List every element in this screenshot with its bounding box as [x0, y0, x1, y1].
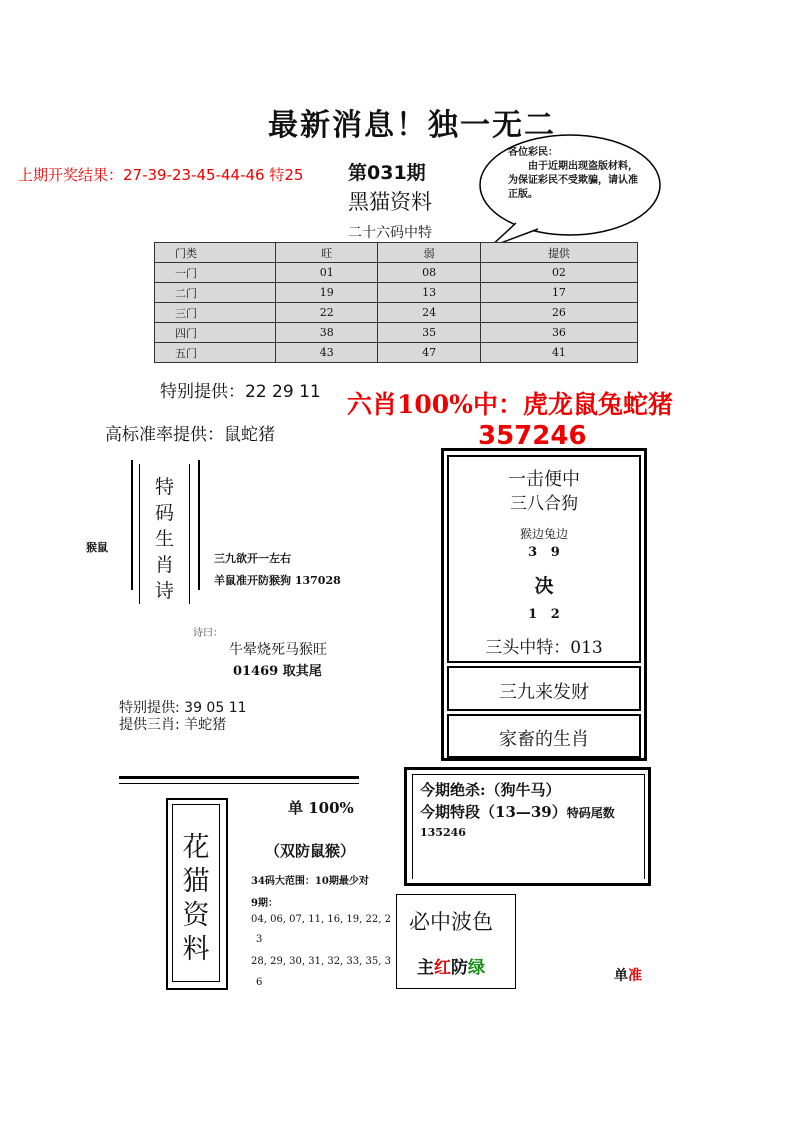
flower-column-title: 花 猫 资 料	[182, 832, 210, 965]
wave-main: 主	[417, 958, 434, 978]
table-row	[155, 303, 638, 323]
table-cell: 13	[378, 283, 480, 303]
hit-decide: 决	[534, 575, 554, 597]
three-heads: 三头中特：013	[485, 638, 603, 658]
last-draw-result: 上期开奖结果：27-39-23-45-44-46 特25	[18, 166, 304, 184]
kill-tail-label: 特码尾数	[566, 806, 615, 820]
table-cell: 41	[480, 343, 637, 363]
page-title: 最新消息！独一无二	[268, 108, 556, 143]
table-cell: 02	[480, 263, 637, 283]
three-zodiac-pick: 提供三肖: 羊蛇猪	[119, 717, 227, 733]
prediction-frame	[441, 448, 647, 761]
wave-guard: 防	[451, 958, 468, 978]
footer-single-char: 单	[614, 968, 628, 984]
footer-single	[614, 965, 642, 985]
table-cell: 一门	[155, 263, 276, 283]
table-header-row	[155, 243, 638, 263]
hit-numbers-1: 3 9	[528, 545, 560, 560]
range-text-2: 9期：	[251, 898, 278, 909]
range-numbers-2b: 6	[256, 977, 263, 988]
table-cell: 五门	[155, 343, 276, 363]
notice-greeting: 各位彩民：	[508, 147, 558, 158]
divider-rule	[119, 776, 359, 784]
hit-subtitle: 三八合狗	[510, 494, 578, 514]
table-cell: 二门	[155, 283, 276, 303]
flower-column-frame	[166, 798, 228, 990]
poem-column-frame	[131, 460, 200, 602]
special-offer-2: 特别提供: 39 05 11	[119, 700, 247, 716]
table-row	[155, 263, 638, 283]
door-table	[154, 242, 638, 363]
kill-segment: 今期特段（13—39）	[420, 803, 567, 821]
table-cell: 35	[378, 323, 480, 343]
table-cell: 36	[480, 323, 637, 343]
poem-cut-label: 诗曰：	[193, 628, 223, 639]
kill-line-1: 今期绝杀:（狗牛马）	[420, 781, 561, 799]
prediction-box-main	[447, 455, 641, 663]
range-numbers-1: 04, 06, 07, 11, 16, 19, 22, 2	[251, 914, 391, 925]
range-numbers-2: 28, 29, 30, 31, 32, 33, 35, 3	[251, 956, 391, 967]
fortune-text: 三九来发财	[499, 682, 589, 703]
six-zodiac-code: 357246	[478, 421, 587, 451]
hit-hint: 猴边兔边	[519, 527, 568, 541]
wave-red: 红	[434, 958, 451, 978]
single-percent: 单 100%	[288, 799, 354, 817]
poem-column-title: 特 码 生 肖 诗	[154, 476, 174, 602]
table-cell: 22	[276, 303, 378, 323]
poem-column-inner	[139, 464, 190, 604]
flower-column-inner	[172, 804, 220, 982]
table-header: 门类	[155, 243, 276, 263]
notice-text	[508, 146, 640, 202]
special-offer-1: 特别提供：22 29 11	[160, 382, 321, 402]
hit-numbers-2: 1 2	[528, 607, 560, 622]
table-cell: 三门	[155, 303, 276, 323]
table-cell: 四门	[155, 323, 276, 343]
table-cell: 43	[276, 343, 378, 363]
guard-pick: （双防鼠猴）	[265, 842, 356, 860]
table-header: 弱	[378, 243, 480, 263]
table-header: 提供	[480, 243, 637, 263]
poem-line-3: 牛晕烧死马猴旺	[229, 642, 327, 658]
side-label: 猴鼠	[86, 541, 108, 554]
sub-heading: 二十六码中特	[348, 225, 432, 241]
table-cell: 01	[276, 263, 378, 283]
high-standard-pick: 高标准率提供：鼠蛇猪	[105, 425, 275, 445]
source-name: 黑猫资料	[348, 190, 432, 214]
table-cell: 08	[378, 263, 480, 283]
table-cell: 19	[276, 283, 378, 303]
prediction-box-b	[447, 666, 641, 711]
table-cell: 24	[378, 303, 480, 323]
table-row	[155, 283, 638, 303]
kill-line-2	[420, 801, 615, 822]
poem-line-4: 01469 取其尾	[233, 664, 322, 679]
notice-body: 由于近期出现盗版材料，为保证彩民不受欺骗，请认准正版。	[508, 161, 638, 200]
table-row	[155, 343, 638, 363]
table-cell: 38	[276, 323, 378, 343]
footer-zhun-char: 准	[628, 968, 642, 984]
prediction-box-c	[447, 714, 641, 758]
issue-number: 第031期	[348, 162, 426, 184]
poem-line-1: 三九欲开一左右	[214, 552, 291, 565]
range-text-1: 34码大范围：10期最少对	[251, 876, 369, 887]
range-numbers-1b: 3	[256, 934, 263, 945]
wave-title: 必中波色	[409, 910, 493, 934]
table-header: 旺	[276, 243, 378, 263]
wave-subtitle	[417, 953, 485, 978]
table-cell: 17	[480, 283, 637, 303]
six-zodiac-pick: 六肖100%中：虎龙鼠兔蛇猪	[347, 390, 673, 419]
hit-title: 一击便中	[508, 469, 580, 490]
poem-line-2: 羊鼠准开防猴狗 137028	[214, 574, 341, 587]
table-row	[155, 323, 638, 343]
kill-line-3: 135246	[420, 826, 466, 839]
table-cell: 26	[480, 303, 637, 323]
table-cell: 47	[378, 343, 480, 363]
livestock-text: 家畜的生肖	[499, 729, 589, 750]
wave-green: 绿	[468, 958, 485, 978]
